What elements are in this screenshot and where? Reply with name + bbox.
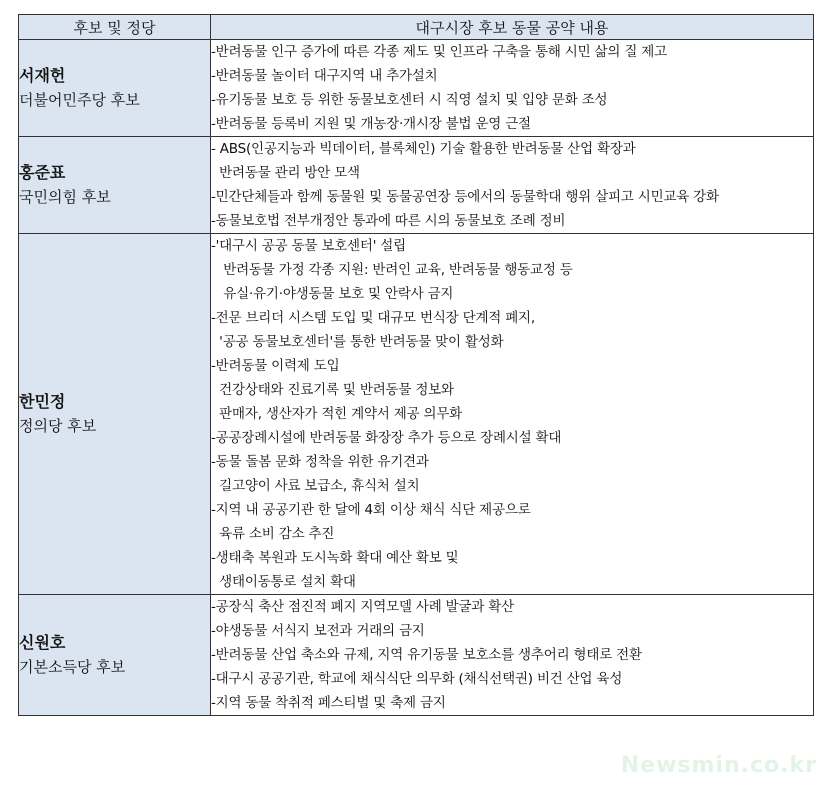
candidate-name: 서재헌 xyxy=(19,66,66,85)
watermark-logo: Newsmin.co.kr xyxy=(620,753,817,778)
pledge-line: -유기동물 보호 등 위한 동물보호센터 시 직영 설치 및 입양 문화 조성 xyxy=(211,92,608,108)
pledge-line: 육류 소비 감소 추진 xyxy=(211,526,335,542)
pledge-line: -반려동물 산업 축소와 규제, 지역 유기동물 보호소를 생추어리 형태로 전환 xyxy=(211,647,642,663)
candidate-name: 신원호 xyxy=(19,633,66,652)
pledge-cell xyxy=(211,137,814,234)
pledge-line: 반려동물 관리 방안 모색 xyxy=(211,165,360,181)
candidate-cell xyxy=(19,595,211,716)
pledge-line: -반려동물 인구 증가에 따른 각종 제도 및 인프라 구축을 통해 시민 삶의 질 제고 xyxy=(211,44,667,60)
table-row xyxy=(19,137,814,234)
pledge-cell xyxy=(211,40,814,137)
pledge-line: -민간단체들과 함께 동물원 및 동물공연장 등에서의 동물학대 행위 살피고 시민교육 강화 xyxy=(211,189,719,205)
pledge-line: -야생동물 서식지 보전과 거래의 금지 xyxy=(211,623,425,639)
pledge-line: -공공장례시설에 반려동물 화장장 추가 등으로 장례시설 확대 xyxy=(211,430,562,446)
candidate-name: 홍준표 xyxy=(19,163,66,182)
pledge-line: '공공 동물보호센터'를 통한 반려동물 맞이 활성화 xyxy=(211,334,504,350)
candidate-party: 국민의힘 후보 xyxy=(19,188,111,206)
pledge-line: 판매자, 생산자가 적힌 계약서 제공 의무화 xyxy=(211,406,463,422)
pledge-line: -반려동물 놀이터 대구지역 내 추가설치 xyxy=(211,68,438,84)
table-body xyxy=(19,40,814,716)
table-row xyxy=(19,40,814,137)
pledge-line: -생태축 복원과 도시녹화 확대 예산 확보 및 xyxy=(211,550,459,566)
header-row xyxy=(19,15,814,40)
candidate-party: 정의당 후보 xyxy=(19,417,97,435)
candidate-party: 더불어민주당 후보 xyxy=(19,91,140,109)
table-row xyxy=(19,234,814,595)
pledge-line: -공장식 축산 점진적 폐지 지역모델 사례 발굴과 확산 xyxy=(211,599,514,615)
candidate-party: 기본소득당 후보 xyxy=(19,658,126,676)
pledge-line: -대구시 공공기관, 학교에 채식식단 의무화 (채식선택권) 비건 산업 육성 xyxy=(211,671,623,687)
pledge-line: -반려동물 등록비 지원 및 개농장·개시장 불법 운영 근절 xyxy=(211,116,531,132)
header-pledge-content: 대구시장 후보 동물 공약 내용 xyxy=(211,15,814,40)
pledge-line: -'대구시 공공 동물 보호센터' 설립 xyxy=(211,238,406,254)
pledge-cell xyxy=(211,234,814,595)
pledge-line: -전문 브리더 시스템 도입 및 대규모 번식장 단계적 폐지, xyxy=(211,310,535,326)
pledge-line: 유실·유기·야생동물 보호 및 안락사 금지 xyxy=(211,286,454,302)
pledge-line: -지역 동물 착취적 페스티벌 및 축제 금지 xyxy=(211,695,446,711)
candidate-cell xyxy=(19,40,211,137)
pledge-line: -지역 내 공공기관 한 달에 4회 이상 채식 식단 제공으로 xyxy=(211,502,531,518)
pledge-line: -반려동물 이력제 도입 xyxy=(211,358,340,374)
pledge-line: - ABS(인공지능과 빅데이터, 블록체인) 기술 활용한 반려동물 산업 확장과 xyxy=(211,141,636,157)
pledge-cell xyxy=(211,595,814,716)
pledge-line: 생태이동통로 설치 확대 xyxy=(211,574,356,590)
pledge-table xyxy=(18,14,814,716)
pledge-line: 반려동물 가정 각종 지원: 반려인 교육, 반려동물 행동교정 등 xyxy=(211,262,573,278)
candidate-name: 한민정 xyxy=(19,392,66,411)
table-row xyxy=(19,595,814,716)
candidate-cell xyxy=(19,137,211,234)
pledge-line: 길고양이 사료 보급소, 휴식처 설치 xyxy=(211,478,420,494)
candidate-cell xyxy=(19,234,211,595)
header-candidate-party: 후보 및 정당 xyxy=(19,15,211,40)
pledge-line: 건강상태와 진료기록 및 반려동물 정보와 xyxy=(211,382,454,398)
pledge-line: -동물 돌봄 문화 정착을 위한 유기견과 xyxy=(211,454,429,470)
pledge-line: -동물보호법 전부개정안 통과에 따른 시의 동물보호 조례 정비 xyxy=(211,213,566,229)
